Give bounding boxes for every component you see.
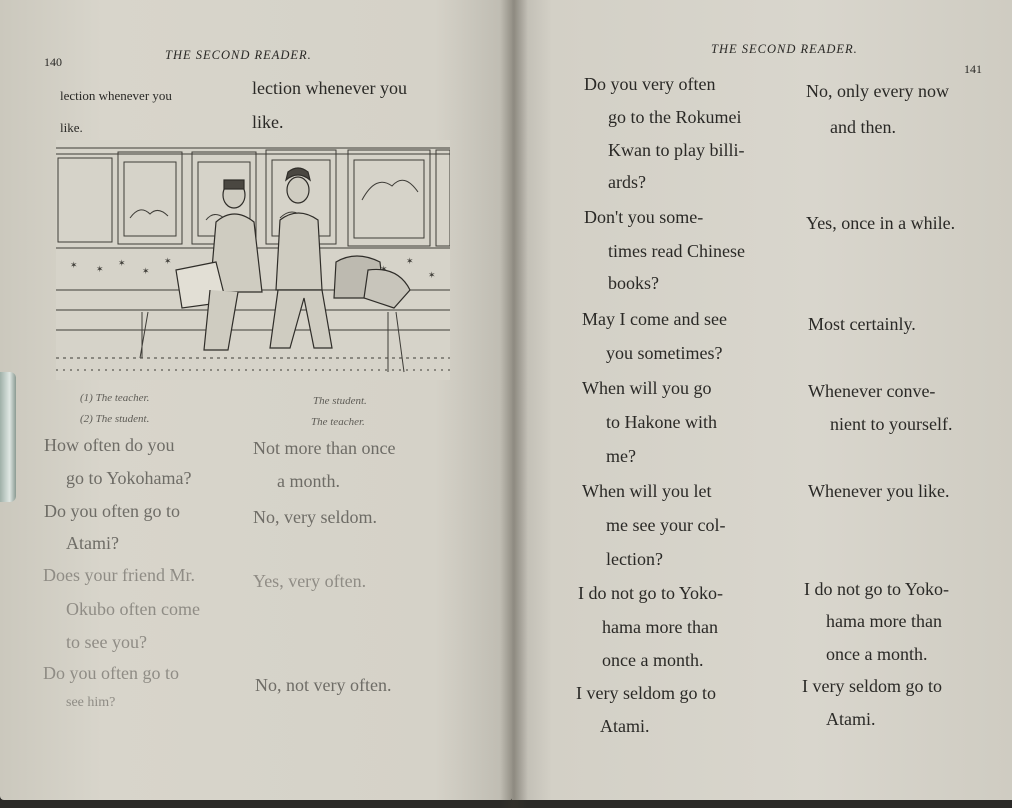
svg-text:✶: ✶ [96,265,104,275]
question-line: Okubo often come [66,599,200,619]
answer-line: No, only every now [806,81,949,101]
question-line: ards? [608,172,646,192]
left-running-header: THE SECOND READER. [165,48,312,62]
answer-line: Not more than once [253,438,396,458]
right-page-number: 141 [964,62,982,76]
question-line: Atami? [66,533,119,553]
svg-text:✶: ✶ [164,257,172,267]
question-line: Atami. [600,716,650,736]
engraving-illustration [56,140,450,380]
answer-line: nient to yourself. [830,414,953,434]
svg-text:✶: ✶ [142,267,150,277]
answer-line: a month. [277,471,340,491]
question-line: Does your friend Mr. [43,565,195,585]
question-line: hama more than [602,617,718,637]
large-text-line: lection whenever you [252,78,407,98]
question-line: times read Chinese [608,241,745,261]
book-gutter [500,0,528,808]
question-line: books? [608,273,659,293]
question-line: me? [606,446,636,466]
answer-line: I do not go to Yoko- [804,579,950,599]
answer-line: No, not very often. [255,675,392,695]
question-line: me see your col- [606,515,726,535]
question-line: When will you go [582,378,712,398]
question-line: you sometimes? [606,343,723,363]
answer-line: Whenever conve- [808,381,936,401]
answer-line: Whenever you like. [808,481,950,501]
answer-line: Yes, very often. [253,571,367,591]
right-page [512,0,1012,800]
left-page-number: 140 [44,55,62,69]
answer-line: Atami. [826,709,876,729]
caption-label: (1) The teacher. [80,392,150,404]
question-line: May I come and see [582,309,727,329]
question-line: to Hakone with [606,412,717,432]
question-line: go to Yokohama? [66,468,192,488]
svg-text:✶: ✶ [118,259,126,269]
question-line: lection? [606,549,663,569]
right-running-header: THE SECOND READER. [711,42,858,56]
answer-line: I very seldom go to [802,676,942,696]
question-line: I do not go to Yoko- [578,583,724,603]
question-line: Don't you some- [584,207,704,227]
question-line: Do you often go to [44,501,180,521]
caption-label: (2) The student. [80,413,150,425]
question-line: Kwan to play billi- [608,140,745,160]
question-line: When will you let [582,481,712,501]
svg-text:✶: ✶ [406,257,414,267]
bookmark-tab [0,372,16,502]
svg-text:✶: ✶ [70,261,78,271]
answer-line: and then. [830,117,896,137]
caption-label: The teacher. [311,416,365,428]
small-text-line: lection whenever you [60,88,172,103]
question-line: see him? [66,695,116,710]
question-line: Do you very often [584,74,716,94]
question-line: I very seldom go to [576,683,716,703]
small-text-line: like. [60,120,83,135]
answer-line: No, very seldom. [253,507,377,527]
answer-line: Most certainly. [808,314,916,334]
answer-line: hama more than [826,611,942,631]
question-line: once a month. [602,650,704,670]
caption-label: The student. [313,395,367,407]
answer-line: Yes, once in a while. [806,213,956,233]
question-line: How often do you [44,435,175,455]
question-line: to see you? [66,632,147,652]
question-line: go to the Rokumei [608,107,742,127]
svg-text:✶: ✶ [428,271,436,281]
answer-line: once a month. [826,644,928,664]
question-line: Do you often go to [43,663,179,683]
large-text-line: like. [252,112,284,132]
